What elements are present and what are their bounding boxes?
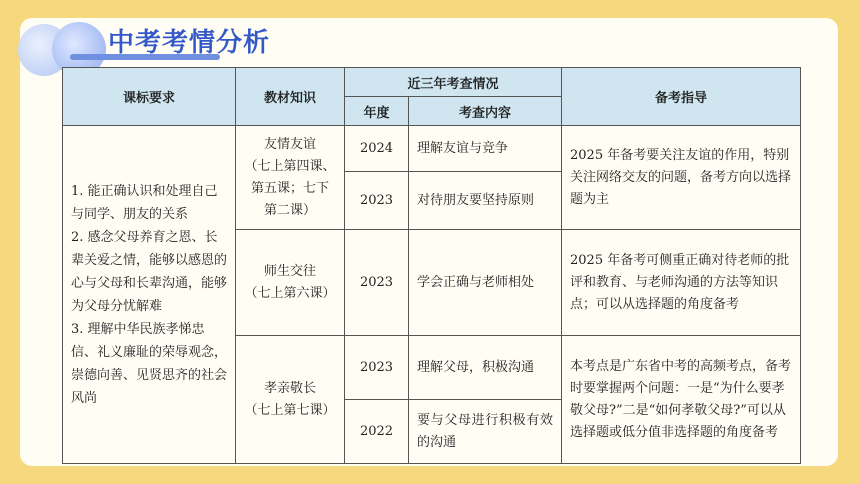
knowledge-line: 友情友谊 [263, 136, 316, 152]
year-cell: 2024 [345, 126, 409, 172]
page-title: 中考考情分析 [108, 28, 271, 58]
requirement-item: 1. 能正确认识和处理自己与同学、朋友的关系 [71, 183, 218, 222]
knowledge-line: （七上第四课、 [244, 158, 336, 174]
requirement-item: 2. 感念父母养育之恩、长辈关爱之情，能够以感恩的心与父母和长辈沟通，能够为父母分忧解难 [71, 229, 228, 314]
header-recent: 近三年考查情况 [345, 68, 562, 97]
year-cell: 2022 [345, 400, 409, 464]
knowledge-cell [236, 336, 345, 464]
guide-cell: 本考点是广东省中考的高频考点，备考时要掌握两个问题：一是“为什么要孝敬父母?”二是“如何孝敬父母?”可以从选择题或低分值非选择题的角度备考 [562, 336, 801, 464]
year-cell: 2023 [345, 230, 409, 336]
knowledge-line: 师生交往 [263, 263, 316, 279]
analysis-table [62, 67, 801, 464]
content-cell: 学会正确与老师相处 [409, 230, 562, 336]
header-guide: 备考指导 [562, 68, 801, 126]
content-cell: 对待朋友要坚持原则 [409, 172, 562, 230]
knowledge-line: 第二课） [263, 202, 316, 218]
guide-cell: 2025 年备考要关注友谊的作用，特别关注网络交友的问题，备考方向以选择题为主 [562, 126, 801, 230]
content-cell: 理解友谊与竞争 [409, 126, 562, 172]
content-cell: 理解父母，积极沟通 [409, 336, 562, 400]
requirements-cell [63, 126, 236, 464]
year-cell: 2023 [345, 172, 409, 230]
knowledge-line: 第五课；七下 [250, 180, 329, 196]
guide-cell: 2025 年备考可侧重正确对待老师的批评和教育、与老师沟通的方法等知识点；可以从选择题的角度备考 [562, 230, 801, 336]
requirement-item: 3. 理解中华民族孝悌忠信、礼义廉耻的荣辱观念，崇德向善、见贤思齐的社会风尚 [71, 321, 228, 406]
header-knowledge: 教材知识 [236, 68, 345, 126]
header-content: 考查内容 [409, 97, 562, 126]
knowledge-line: 孝亲敬长 [263, 380, 316, 396]
content-cell: 要与父母进行积极有效的沟通 [409, 400, 562, 464]
knowledge-cell [236, 230, 345, 336]
header-requirements: 课标要求 [63, 68, 236, 126]
knowledge-line: （七上第七课） [244, 402, 336, 418]
knowledge-cell [236, 126, 345, 230]
knowledge-line: （七上第六课） [244, 285, 336, 301]
year-cell: 2023 [345, 336, 409, 400]
header-year: 年度 [345, 97, 409, 126]
